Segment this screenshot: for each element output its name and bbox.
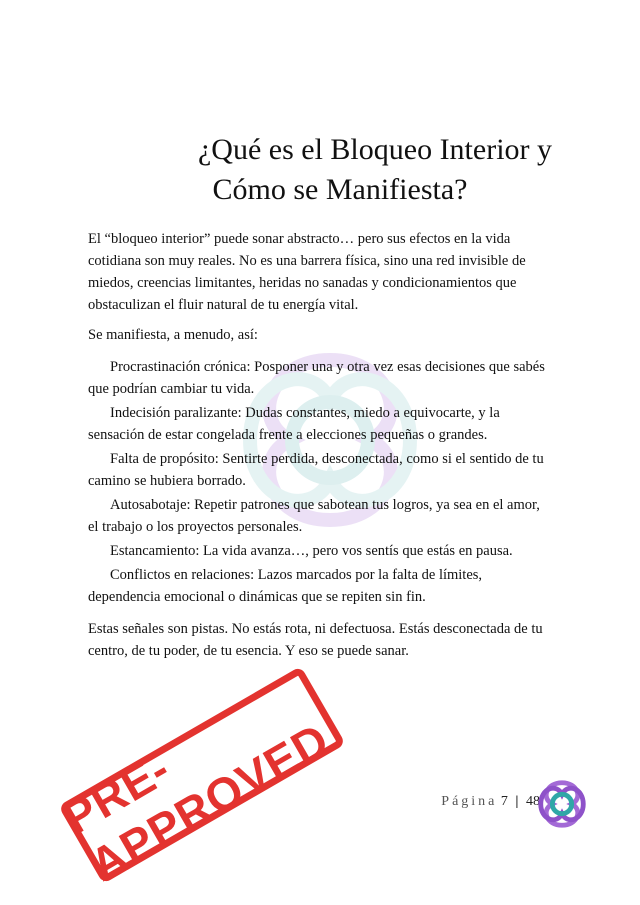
body-text bbox=[88, 228, 548, 662]
list-item bbox=[88, 564, 548, 608]
item-text: La vida avanza…, pero vos sentís que estás en pausa. bbox=[199, 543, 513, 559]
item-text: Repetir patrones que sabotean tus logros, ya sea en el amor, el trabajo o los proyectos personales. bbox=[88, 497, 540, 535]
celtic-knot-icon bbox=[533, 775, 591, 833]
stamp-text: PRE-APPROVED bbox=[54, 712, 338, 891]
pre-approved-stamp bbox=[45, 652, 360, 897]
closing-paragraph: Estas señales son pistas. No estás rota, ni defectuosa. Estás desconectada de tu centro, de tu poder, de tu esencia. Y eso se puede sanar. bbox=[88, 621, 543, 659]
list-item bbox=[88, 448, 548, 492]
item-label: Autosabotaje: bbox=[110, 497, 191, 513]
footer-separator: | bbox=[515, 794, 519, 809]
title-line-2: Cómo se Manifiesta? bbox=[212, 173, 468, 206]
item-label: Conflictos en relaciones: bbox=[110, 567, 255, 583]
item-text: Lazos marcados por la falta de límites, dependencia emocional o dinámicas que se repiten sin fin. bbox=[88, 567, 483, 605]
item-label: Estancamiento: bbox=[110, 543, 200, 559]
title-line-1: ¿Qué es el Bloqueo Interior y bbox=[197, 133, 553, 166]
page-footer bbox=[441, 794, 540, 810]
item-text: Sentirte perdida, desconectada, como si el sentido de tu camino se hubiera borrado. bbox=[88, 451, 544, 489]
list-item bbox=[88, 540, 548, 562]
item-label: Procrastinación crónica: bbox=[110, 359, 251, 375]
item-text: Dudas constantes, miedo a equivocarte, y la sensación de estar congelada frente a elecciones pequeñas o grandes. bbox=[88, 405, 500, 443]
page-total: 48 bbox=[526, 794, 540, 809]
item-text: Posponer una y otra vez esas decisiones que sabés que podrían cambiar tu vida. bbox=[88, 359, 545, 397]
page-title bbox=[60, 130, 620, 210]
list-item bbox=[88, 356, 548, 400]
page-number: 7 bbox=[500, 794, 508, 809]
footer-label: Página bbox=[441, 794, 498, 809]
item-label: Indecisión paralizante: bbox=[110, 405, 242, 421]
item-label: Falta de propósito: bbox=[110, 451, 219, 467]
lead-paragraph: Se manifiesta, a menudo, así: bbox=[88, 327, 258, 343]
list-item bbox=[88, 402, 548, 446]
intro-paragraph: El “bloqueo interior” puede sonar abstracto… pero sus efectos en la vida cotidiana son muy reales. No es una barrera física, sino una red invisible de miedos, creencias limitantes, heridas no sanadas y condicionamientos que obstaculizan el fluir natural de tu energía vital. bbox=[88, 231, 526, 313]
list-item bbox=[88, 494, 548, 538]
